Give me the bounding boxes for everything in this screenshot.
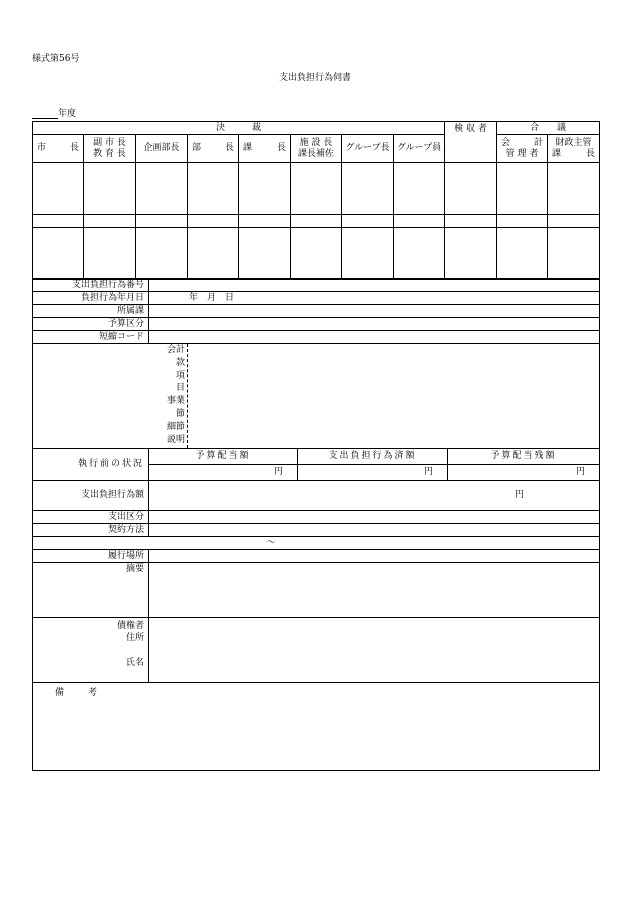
fiscal-year (32, 106, 76, 119)
stamp-cell[interactable] (33, 215, 84, 228)
label-creditor (33, 618, 149, 683)
stamp-cell[interactable] (548, 215, 600, 228)
field-summary[interactable] (149, 563, 600, 618)
label-status-before: 執行前の状況 (33, 449, 149, 481)
field-amount[interactable] (149, 481, 600, 511)
stamp-cell[interactable] (188, 228, 239, 280)
label-date: 負担行為年月日 (33, 292, 149, 305)
label-section: 所属課 (33, 305, 149, 318)
kessai-header: 決 裁 (33, 122, 445, 135)
account-label: 節 (175, 408, 185, 419)
stamp-cell[interactable] (445, 215, 497, 228)
col-kachou: 課 長 (239, 135, 291, 163)
account-label: 款 (175, 357, 185, 368)
col-shisetsu-chou: 施 設 長 課長補佐 (291, 135, 342, 163)
amount-yen: 円 (514, 490, 524, 501)
stamp-cell[interactable] (239, 215, 291, 228)
stamp-cell[interactable] (188, 215, 239, 228)
stamp-cell[interactable] (188, 163, 239, 215)
label-remarks: 備考 (55, 688, 122, 698)
remarks-box[interactable] (33, 683, 600, 771)
col-fuku-shichou: 副 市 長 教 育 長 (84, 135, 136, 163)
value-committed[interactable]: 円 (298, 465, 448, 481)
stamp-cell[interactable] (33, 163, 84, 215)
stamp-cell[interactable] (394, 215, 445, 228)
approval-table (32, 121, 600, 280)
account-label: 項 (175, 370, 185, 381)
label-payment-class: 支出区分 (33, 511, 149, 524)
field-date[interactable] (149, 292, 600, 305)
field-short-code[interactable] (149, 331, 600, 344)
label-summary: 摘要 (33, 563, 149, 618)
stamp-cell[interactable] (84, 215, 136, 228)
account-block (33, 344, 600, 449)
stamp-cell[interactable] (394, 228, 445, 280)
stamp-cell[interactable] (239, 228, 291, 280)
kenshusha-header: 検 収 者 (445, 122, 497, 163)
stamp-cell[interactable] (33, 228, 84, 280)
date-value: 年 月 日 (189, 292, 235, 303)
gougi-header: 合 議 (497, 122, 600, 135)
head-remaining: 予算配当残額 (448, 449, 600, 465)
stamp-cell[interactable] (342, 163, 394, 215)
label-contract-method: 契約方法 (33, 524, 149, 537)
stamp-cell[interactable] (497, 228, 548, 280)
field-period[interactable] (33, 537, 600, 550)
stamp-cell[interactable] (548, 228, 600, 280)
col-group-chou: グループ長 (342, 135, 394, 163)
account-labels (33, 344, 187, 448)
field-creditor[interactable] (149, 618, 600, 683)
field-section[interactable] (149, 305, 600, 318)
stamp-cell[interactable] (291, 215, 342, 228)
col-buchou: 部 長 (188, 135, 239, 163)
stamp-cell[interactable] (84, 228, 136, 280)
value-budget-allotted[interactable]: 円 (149, 465, 298, 481)
field-payment-class[interactable] (149, 511, 600, 524)
account-label: 事業 (166, 396, 185, 407)
account-label: 説明 (166, 434, 185, 445)
stamp-cell[interactable] (136, 163, 188, 215)
year-blank[interactable] (32, 110, 58, 119)
main-form-table (32, 278, 600, 771)
year-suffix: 年度 (58, 109, 77, 119)
col-kikaku-buchou: 企画部長 (136, 135, 188, 163)
col-group-in: グループ員 (394, 135, 445, 163)
stamp-cell[interactable] (342, 228, 394, 280)
form-number: 様式第56号 (32, 54, 80, 64)
field-number[interactable] (149, 279, 600, 292)
label-name: 氏名 (125, 658, 144, 668)
account-values[interactable] (187, 344, 599, 448)
document-title: 支出負担行為伺書 (278, 73, 351, 83)
stamp-cell[interactable] (239, 163, 291, 215)
account-label: 目 (175, 383, 185, 394)
head-budget-allotted: 予算配当額 (149, 449, 298, 465)
stamp-cell[interactable] (136, 215, 188, 228)
field-location[interactable] (149, 550, 600, 563)
label-short-code: 短縮コード (33, 331, 149, 344)
label-number: 支出負担行為番号 (33, 279, 149, 292)
col-shichou: 市 長 (33, 135, 84, 163)
head-committed: 支出負担行為済額 (298, 449, 448, 465)
stamp-cell[interactable] (84, 163, 136, 215)
label-location: 履行場所 (33, 550, 149, 563)
stamp-cell[interactable] (497, 215, 548, 228)
account-label: 会計 (166, 345, 185, 355)
stamp-cell[interactable] (342, 215, 394, 228)
stamp-cell[interactable] (548, 163, 600, 215)
stamp-cell[interactable] (445, 163, 497, 215)
stamp-cell[interactable] (136, 228, 188, 280)
label-budget-class: 予算区分 (33, 318, 149, 331)
label-creditor-title: 債権者 (116, 621, 144, 631)
stamp-cell[interactable] (394, 163, 445, 215)
stamp-cell[interactable] (497, 163, 548, 215)
field-budget-class[interactable] (149, 318, 600, 331)
account-label: 細節 (166, 421, 185, 432)
col-zaisei-kachou: 財政主管 課 長 (548, 135, 600, 163)
period-tilde: ～ (266, 537, 276, 548)
stamp-cell[interactable] (291, 163, 342, 215)
value-remaining[interactable]: 円 (448, 465, 600, 481)
label-amount: 支出負担行為額 (33, 481, 149, 511)
col-kaikei-kanrisha: 会 計 管 理 者 (497, 135, 548, 163)
label-address: 住所 (125, 633, 144, 643)
stamp-cell[interactable] (445, 228, 497, 280)
field-contract-method[interactable] (149, 524, 600, 537)
stamp-cell[interactable] (291, 228, 342, 280)
